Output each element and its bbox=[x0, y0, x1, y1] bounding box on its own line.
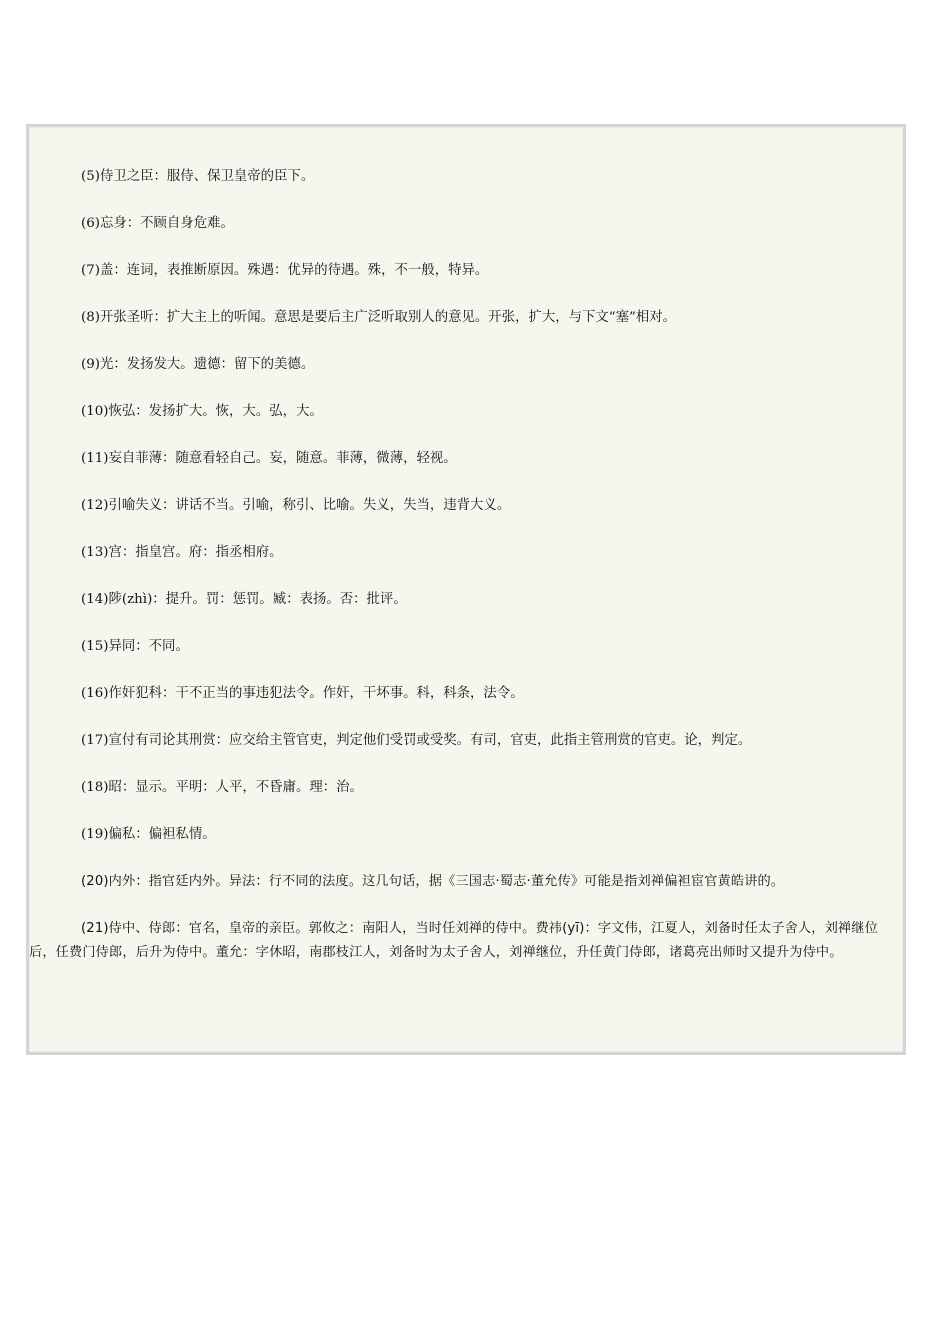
note-9: (9)光：发扬发大。遗德：留下的美德。 bbox=[81, 357, 315, 372]
note-15: (15)异同：不同。 bbox=[81, 639, 189, 654]
notes-content bbox=[29, 165, 889, 988]
note-20: (20)内外：指官廷内外。异法：行不同的法度。这几句话，据《三国志·蜀志·董允传》可能是指刘禅偏袒宦官黄皓讲的。 bbox=[81, 874, 785, 889]
note-11: (11)妄自菲薄：随意看轻自己。妄，随意。菲薄，微薄，轻视。 bbox=[81, 451, 457, 466]
note-10: (10)恢弘：发扬扩大。恢，大。弘，大。 bbox=[81, 404, 323, 419]
note-14: (14)陟(zhì)：提升。罚：惩罚。臧：表扬。否：批评。 bbox=[81, 592, 407, 607]
notes-frame bbox=[26, 124, 906, 1055]
note-13: (13)宫：指皇宫。府：指丞相府。 bbox=[81, 545, 283, 560]
note-19: (19)偏私：偏袒私情。 bbox=[81, 827, 216, 842]
note-18: (18)昭：显示。平明：人平，不昏庸。理：治。 bbox=[81, 780, 363, 795]
note-12: (12)引喻失义：讲话不当。引喻，称引、比喻。失义，失当，违背大义。 bbox=[81, 498, 511, 513]
note-5: (5)侍卫之臣：服侍、保卫皇帝的臣下。 bbox=[81, 169, 315, 184]
note-6: (6)忘身：不顾自身危难。 bbox=[81, 216, 234, 231]
note-8: (8)开张圣听：扩大主上的听闻。意思是要后主广泛听取别人的意见。开张，扩大，与下文“塞”相对。 bbox=[81, 310, 677, 325]
note-17: (17)宣付有司论其刑赏：应交给主管官吏，判定他们受罚或受奖。有司，官吏，此指主管刑赏的官吏。论，判定。 bbox=[81, 733, 752, 748]
note-7: (7)盖：连词，表推断原因。殊遇：优异的待遇。殊，不一般，特异。 bbox=[81, 263, 489, 278]
note-16: (16)作奸犯科：干不正当的事违犯法令。作奸，干坏事。科，科条，法令。 bbox=[81, 686, 524, 701]
note-21: (21)侍中、侍郎：官名，皇帝的亲臣。郭攸之：南阳人，当时任刘禅的侍中。费祎(yī)：字文伟，江夏人，刘备时任太子舍人，刘禅继位后，任费门侍郎，后升为侍中。董允：字休昭，南郡枝江人，刘备时为太子舍人，刘禅继位，升任黄门侍郎，诸葛亮出师时又提升为侍中。 bbox=[29, 921, 878, 960]
